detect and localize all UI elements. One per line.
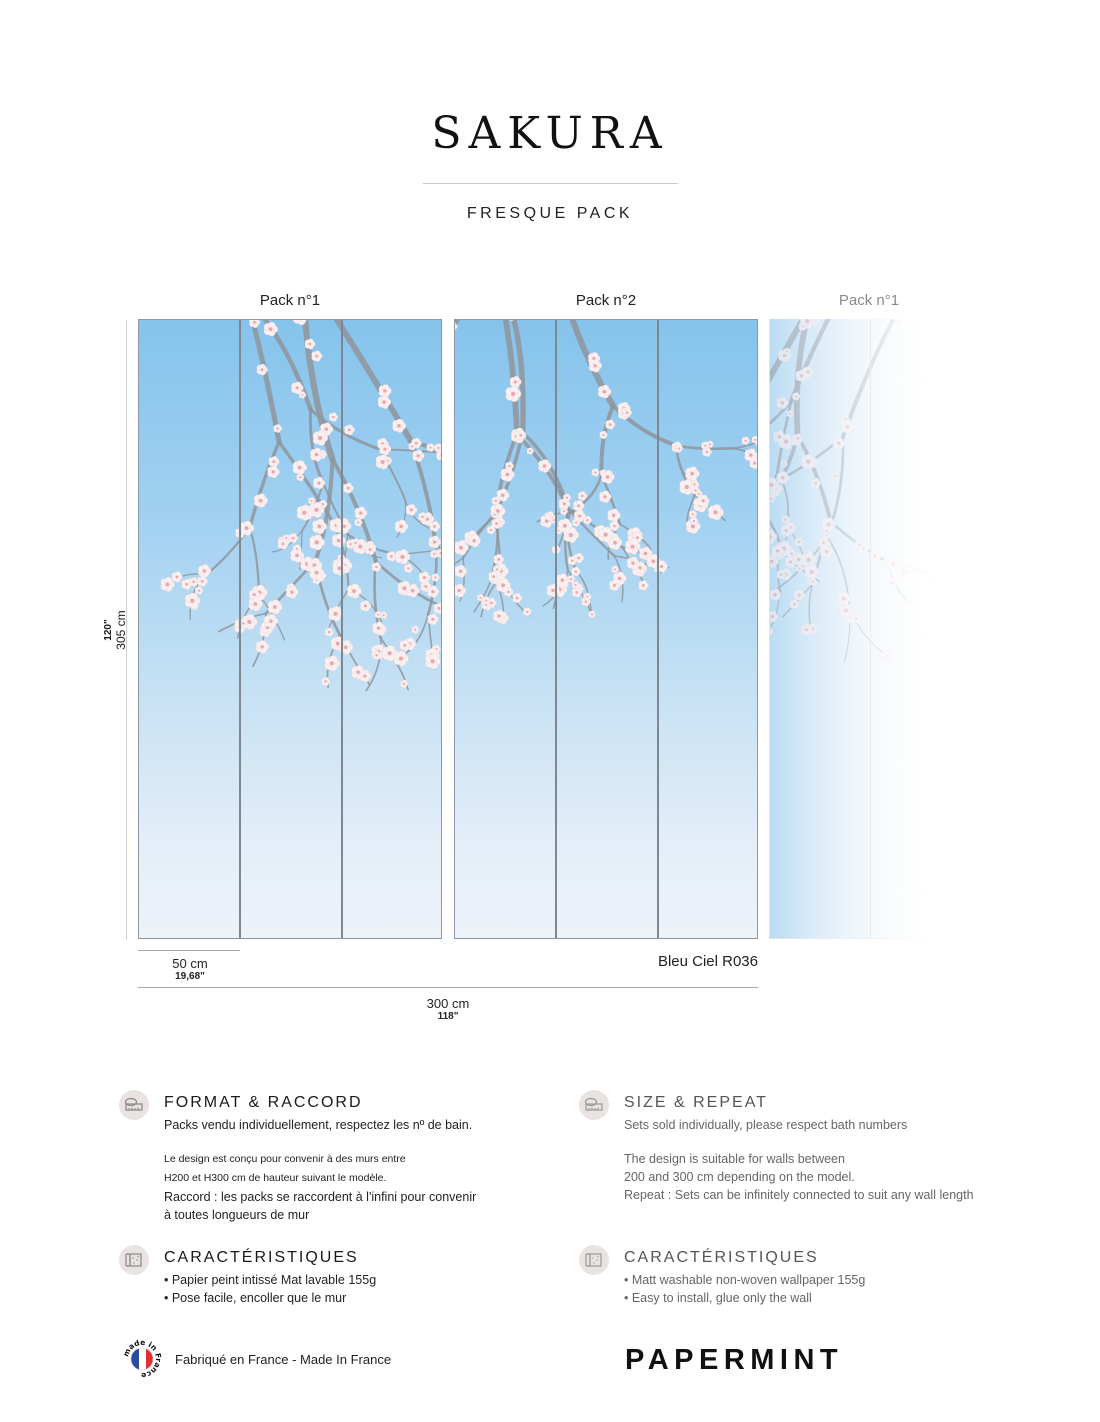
wallpaper-roll-icon xyxy=(119,1245,149,1275)
blossom xyxy=(606,420,616,430)
blossom xyxy=(312,351,323,362)
blossom xyxy=(325,628,334,637)
blossom xyxy=(385,457,392,464)
page-title: SAKURA xyxy=(431,108,669,159)
section-body: • Papier peint intissé Mat lavable 155g • Pose facile, encoller que le mur xyxy=(164,1273,377,1305)
brand-logo: PAPERMINT xyxy=(625,1344,844,1376)
blossom xyxy=(742,437,750,445)
measuring-tape-icon xyxy=(119,1090,149,1120)
blossom xyxy=(427,586,439,598)
blossom xyxy=(355,507,367,519)
pack-2-preview xyxy=(454,319,758,939)
pack-label-3: Pack n°1 xyxy=(838,292,900,309)
blossom xyxy=(404,564,413,573)
badge-text: made in France xyxy=(121,1337,164,1381)
blossom xyxy=(752,436,758,443)
blossom xyxy=(395,520,408,533)
total-width-label: 300 cm 118" xyxy=(426,996,470,1022)
blossom xyxy=(305,339,315,349)
total-width-line xyxy=(138,987,758,988)
blossom xyxy=(686,467,700,481)
pack-label-1: Pack n°1 xyxy=(259,292,321,309)
blossom xyxy=(293,460,307,474)
strip-width-label: 50 cm 19,68" xyxy=(172,956,208,982)
blossom xyxy=(325,656,340,671)
branch xyxy=(250,442,279,528)
blossom xyxy=(197,576,207,586)
blossom xyxy=(506,386,521,402)
height-inches: 120" xyxy=(102,619,114,641)
strip-seam xyxy=(555,320,557,938)
section-body: • Matt washable non-woven wallpaper 155g • Easy to install, glue only the wall xyxy=(624,1273,866,1305)
blossom xyxy=(265,614,278,628)
blossom xyxy=(601,470,614,483)
pack-3-faded-preview xyxy=(769,319,939,939)
section-title: FORMAT & RACCORD xyxy=(164,1094,363,1111)
blossom xyxy=(434,603,442,614)
blossom xyxy=(286,586,298,599)
blossom xyxy=(639,580,649,590)
blossom xyxy=(573,500,584,511)
blossom xyxy=(321,677,330,686)
blossom xyxy=(412,626,420,634)
blossom xyxy=(347,584,361,598)
colorway-label: Bleu Ciel R036 xyxy=(657,953,758,970)
blossom xyxy=(497,489,509,502)
section-body: Packs vendu individuellement, respectez les nº de bain. Le design est conçu pour convenir à des murs entre H200 et H300 cm de hauteur suivant le modèle. Raccord : les packs se raccordent à l'infini pour convenir à toutes longueurs de mur xyxy=(164,1118,477,1222)
strip-seam xyxy=(239,320,241,938)
page-subtitle: FRESQUE PACK xyxy=(466,205,634,222)
blossom xyxy=(313,477,325,489)
strip-seam xyxy=(341,320,343,938)
blossom xyxy=(513,593,523,603)
blossom xyxy=(344,425,354,435)
made-in-france-badge xyxy=(120,1333,168,1381)
blossom xyxy=(455,565,467,577)
blossom xyxy=(379,443,391,455)
format-section-fr xyxy=(119,1090,549,1220)
blossom xyxy=(578,491,587,500)
wallpaper-roll-icon xyxy=(579,1245,609,1275)
blossom xyxy=(689,510,696,518)
format-section-en xyxy=(579,1090,1049,1210)
blossom xyxy=(274,424,282,432)
blossom xyxy=(428,614,439,625)
features-section-fr xyxy=(119,1245,549,1315)
blossom xyxy=(523,608,531,616)
blossom xyxy=(592,469,600,477)
blossom xyxy=(613,572,626,585)
branch xyxy=(455,320,460,416)
blossom xyxy=(254,494,267,508)
blossom xyxy=(610,521,620,531)
features-section-en xyxy=(579,1245,1009,1315)
blossom xyxy=(494,554,504,564)
blossom xyxy=(419,572,430,584)
section-body: Sets sold individually, please respect bath numbers The design is suitable for walls between 200 and 300 cm depending on the model. Repeat : Sets can be infinitely connected to suit any wall length xyxy=(624,1118,974,1202)
blossom xyxy=(195,587,203,595)
blossom xyxy=(387,551,397,561)
section-title: CARACTÉRISTIQUES xyxy=(164,1249,359,1266)
blossom xyxy=(172,572,182,583)
blossom xyxy=(589,611,596,618)
blossom xyxy=(432,574,440,582)
blossom xyxy=(268,466,280,478)
blossom xyxy=(436,549,442,559)
blossom xyxy=(395,549,410,564)
title-divider xyxy=(423,183,678,184)
branch xyxy=(251,320,279,442)
blossom xyxy=(249,320,260,328)
section-title: SIZE & REPEAT xyxy=(624,1094,768,1111)
measuring-tape-icon xyxy=(579,1090,609,1120)
french-flag-icon xyxy=(120,1333,168,1381)
cherry-blossom-illustration xyxy=(455,320,758,939)
pack-1-preview xyxy=(138,319,442,939)
blossom xyxy=(198,564,211,577)
branch xyxy=(601,406,613,475)
blossom xyxy=(343,483,353,493)
blossom xyxy=(332,534,345,548)
made-in-france-text: Fabriqué en France - Made In France xyxy=(175,1352,392,1367)
strip-seam xyxy=(657,320,659,938)
blossom xyxy=(427,443,435,451)
blossom xyxy=(268,600,282,614)
cherry-blossom-illustration xyxy=(139,320,442,939)
blossom xyxy=(308,497,315,504)
pack-label-2: Pack n°2 xyxy=(575,292,637,309)
blossom xyxy=(406,584,419,597)
blossom xyxy=(329,413,338,422)
height-cm: 305 cm xyxy=(113,610,128,650)
section-title: CARACTÉRISTIQUES xyxy=(624,1249,819,1266)
branch xyxy=(250,528,259,596)
strip-width-line xyxy=(138,950,240,951)
blossom xyxy=(538,459,551,472)
blossom xyxy=(269,456,279,467)
height-dimension-label xyxy=(85,600,145,660)
blossom xyxy=(256,640,269,653)
branch xyxy=(401,615,429,658)
blossom xyxy=(612,566,619,573)
blossom xyxy=(310,448,323,461)
blossom xyxy=(406,504,417,515)
